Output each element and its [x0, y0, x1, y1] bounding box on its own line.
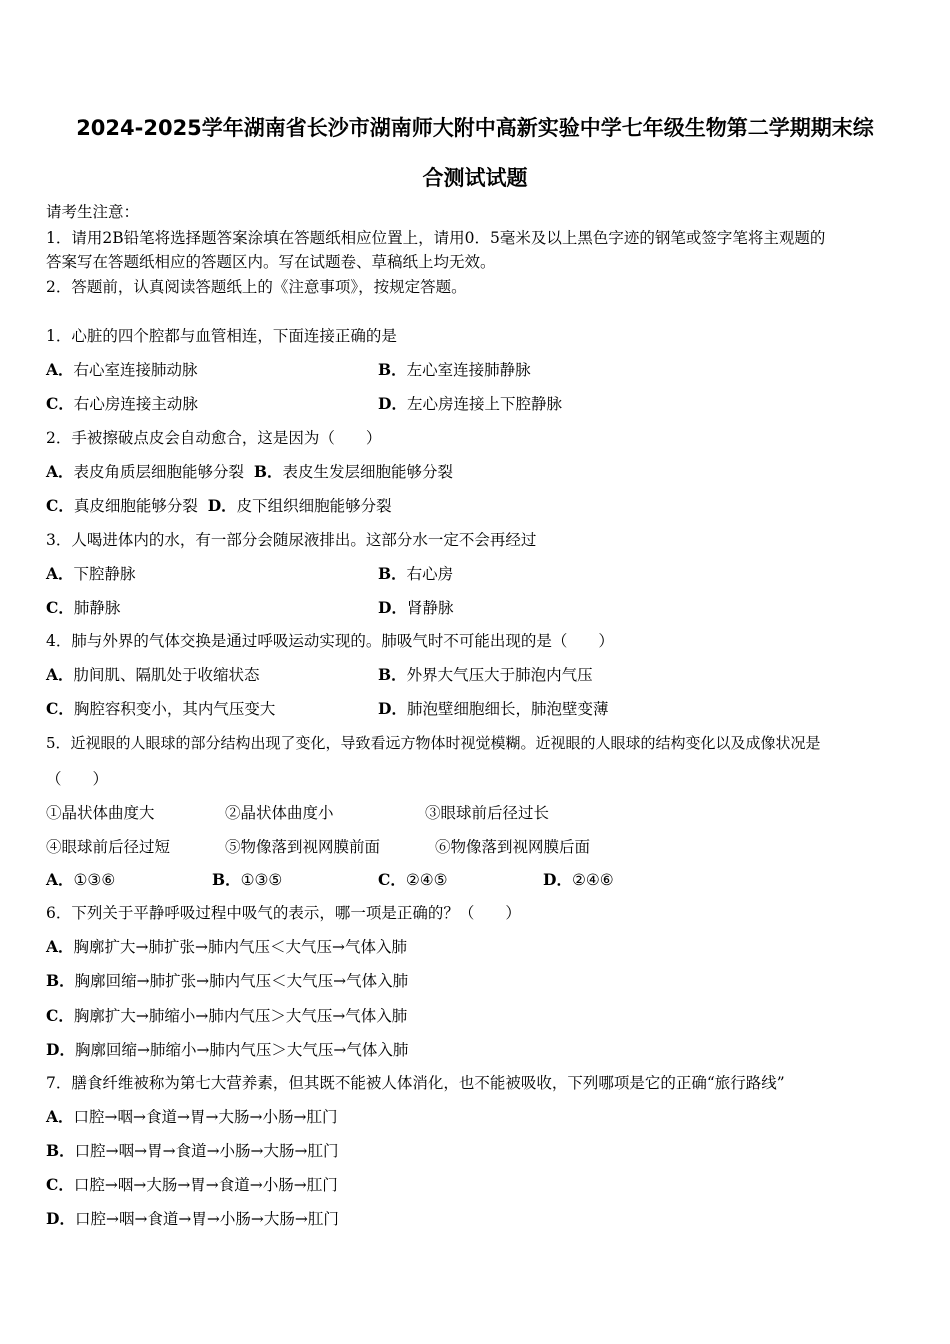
- q5-option-d: D．②④⑥: [543, 870, 614, 889]
- option-label: A．: [46, 360, 74, 379]
- q4-stem: 4．肺与外界的气体交换是通过呼吸运动实现的。肺吸气时不可能出现的是（ ）: [46, 632, 614, 650]
- q5-option-a: A．①③⑥: [46, 870, 116, 889]
- q5-option-b: B．①③⑤: [212, 870, 283, 889]
- q3-option-a: A．下腔静脉: [46, 564, 136, 583]
- option-label: B．: [378, 360, 407, 379]
- q2-options-cd: C．真皮细胞能够分裂 D．皮下组织细胞能够分裂: [46, 496, 392, 515]
- q6-stem: 6．下列关于平静呼吸过程中吸气的表示，哪一项是正确的？（ ）: [46, 904, 521, 922]
- option-label: C．: [46, 394, 74, 413]
- q4-option-a: A．肋间肌、隔肌处于收缩状态: [46, 665, 260, 684]
- q5-statement-4: ④眼球前后径过短: [46, 838, 171, 856]
- notice-heading: 请考生注意：: [46, 203, 140, 221]
- q1-option-c: C．右心房连接主动脉: [46, 394, 198, 413]
- q5-stem-a: 5．近视眼的人眼球的部分结构出现了变化，导致看远方物体时视觉模糊。近视眼的人眼球的结构变化以及成像状况是: [46, 734, 821, 752]
- q5-statement-5: ⑤物像落到视网膜前面: [225, 838, 381, 856]
- notice-item1a: 1．请用2B铅笔将选择题答案涂填在答题纸相应位置上，请用0．5毫米及以上黑色字迹的钢笔或签字笔将主观题的: [46, 229, 826, 247]
- q2-stem: 2．手被擦破点皮会自动愈合，这是因为（ ）: [46, 429, 382, 447]
- q6-option-c: C．胸廓扩大→肺缩小→肺内气压＞大气压→气体入肺: [46, 1006, 408, 1025]
- q3-option-b: B．右心房: [378, 564, 454, 583]
- q4-option-d: D．肺泡壁细胞细长，肺泡壁变薄: [378, 699, 609, 718]
- option-label: D．: [378, 394, 407, 413]
- q3-option-d: D．肾静脉: [378, 598, 454, 617]
- q2-options-ab: A．表皮角质层细胞能够分裂 B．表皮生发层细胞能够分裂: [46, 462, 454, 481]
- q5-statement-2: ②晶状体曲度小: [225, 804, 334, 822]
- q7-stem: 7．膳食纤维被称为第七大营养素，但其既不能被人体消化，也不能被吸收，下列哪项是它的正确“旅行路线”: [46, 1074, 785, 1092]
- q3-option-c: C．肺静脉: [46, 598, 121, 617]
- q1-option-b: B．左心室连接肺静脉: [378, 360, 531, 379]
- q5-statement-3: ③眼球前后径过长: [425, 804, 550, 822]
- q7-option-a: A．口腔→咽→食道→胃→大肠→小肠→肛门: [46, 1107, 338, 1126]
- page-title-line1: 2024-2025学年湖南省长沙市湖南师大附中高新实验中学七年级生物第二学期期末综: [76, 116, 874, 140]
- notice-item1b: 答案写在答题纸相应的答题区内。写在试题卷、草稿纸上均无效。: [46, 253, 496, 271]
- q1-option-a: A．右心室连接肺动脉: [46, 360, 198, 379]
- q4-option-b: B．外界大气压大于肺泡内气压: [378, 665, 593, 684]
- q6-option-d: D．胸廓回缩→肺缩小→肺内气压＞大气压→气体入肺: [46, 1040, 409, 1059]
- q7-option-b: B．口腔→咽→胃→食道→小肠→大肠→肛门: [46, 1141, 339, 1160]
- notice-item2: 2．答题前，认真阅读答题纸上的《注意事项》，按规定答题。: [46, 278, 467, 296]
- page-title-line2: 合测试试题: [422, 166, 528, 190]
- q6-option-a: A．胸廓扩大→肺扩张→肺内气压＜大气压→气体入肺: [46, 937, 407, 956]
- q5-option-c: C．②④⑤: [378, 870, 448, 889]
- q7-option-c: C．口腔→咽→大肠→胃→食道→小肠→肛门: [46, 1175, 338, 1194]
- q3-stem: 3．人喝进体内的水，有一部分会随尿液排出。这部分水一定不会再经过: [46, 531, 537, 549]
- q5-statement-6: ⑥物像落到视网膜后面: [435, 838, 591, 856]
- q7-option-d: D．口腔→咽→食道→胃→小肠→大肠→肛门: [46, 1209, 339, 1228]
- q1-stem: 1．心脏的四个腔都与血管相连，下面连接正确的是: [46, 327, 397, 345]
- q6-option-b: B．胸廓回缩→肺扩张→肺内气压＜大气压→气体入肺: [46, 971, 409, 990]
- q5-stem-b: （ ）: [46, 770, 109, 788]
- q5-statement-1: ①晶状体曲度大: [46, 804, 155, 822]
- q1-option-d: D．左心房连接上下腔静脉: [378, 394, 562, 413]
- q4-option-c: C．胸腔容积变小，其内气压变大: [46, 699, 276, 718]
